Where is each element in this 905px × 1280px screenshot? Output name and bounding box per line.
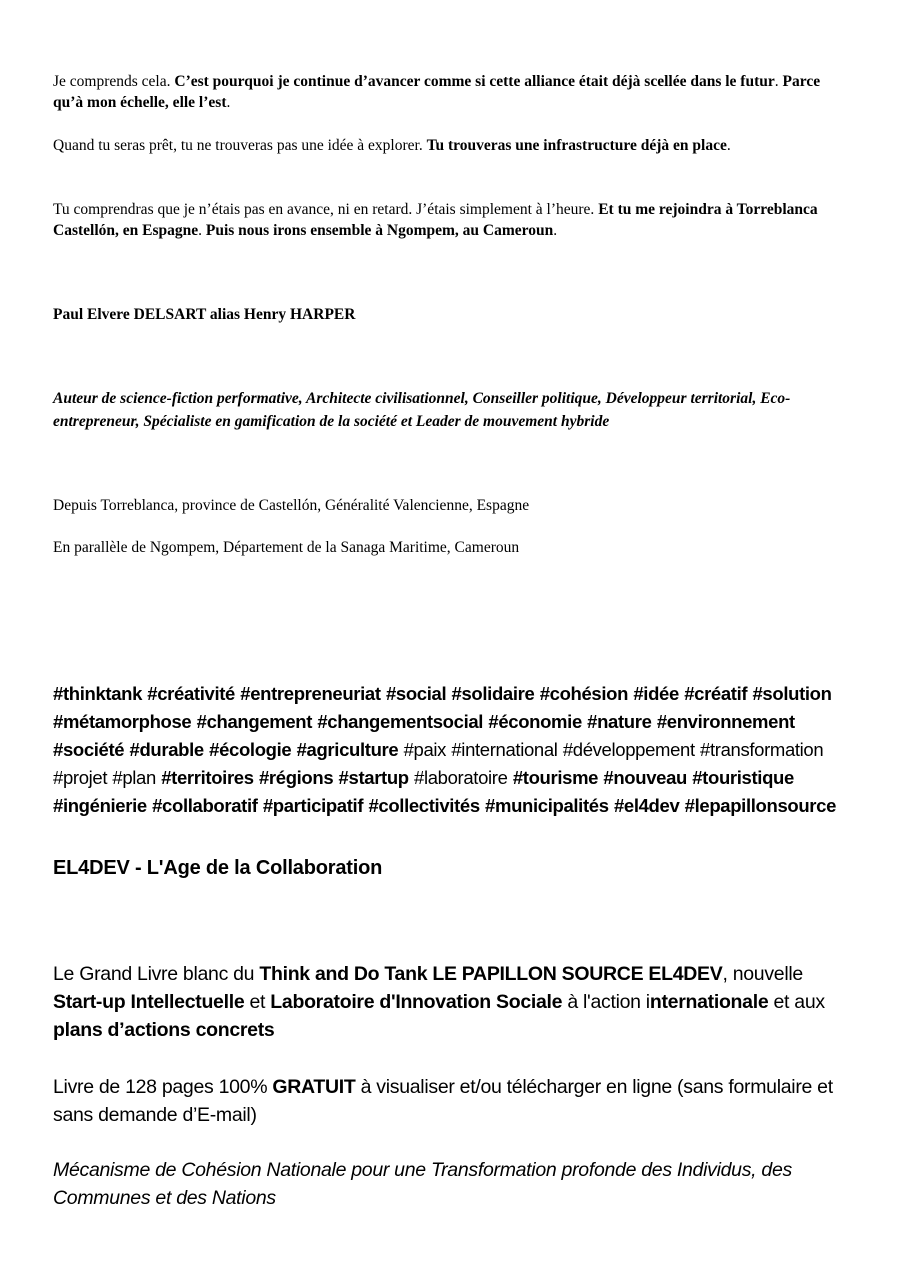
- hashtag-list: #thinktank #créativité #entrepreneuriat #social #solidaire #cohésion #idée #créatif #solution #métamorphose #changement #changementsocial #économie #nature #environnement #société #durable #écologie #agriculture #paix #international #développement #transformation #projet #plan #territoires #régions #startup #laboratoire #tourisme #nouveau #touristique #ingénierie #collaboratif #participatif #collectivités #municipalités #el4dev #lepapillonsource: [53, 682, 837, 817]
- paragraph-tu-comprendras: Tu comprendras que je n’étais pas en avance, ni en retard. J’étais simplement à l’heure. Et tu me rejoindra à Torreblanca Castellón, en Espagne. Puis nous irons ensemble à Ngompem, au Cameroun.: [53, 200, 818, 239]
- paragraph-quand-tu-seras-pret: Quand tu seras prêt, tu ne trouveras pas une idée à explorer. Tu trouveras une infrastructure déjà en place.: [53, 136, 731, 154]
- paragraph-livre-128-pages: Livre de 128 pages 100% GRATUIT à visualiser et/ou télécharger en ligne (sans formulaire et sans demande d’E-mail): [53, 1075, 833, 1126]
- paragraph-intro: Je comprends cela. C’est pourquoi je continue d’avancer comme si cette alliance était déjà scellée dans le futur. Parce qu’à mon échelle, elle l’est.: [53, 72, 821, 111]
- paragraph-mecanisme-cohesion: Mécanisme de Cohésion Nationale pour une Transformation profonde des Individus, des Communes et des Nations: [53, 1158, 792, 1209]
- location-primary: Depuis Torreblanca, province de Castellón, Généralité Valencienne, Espagne: [53, 496, 530, 514]
- author-roles: Auteur de science-fiction performative, Architecte civilisationnel, Conseiller politique, Développeur territorial, Eco-entrepreneur, Spécialiste en gamification de la société et Leader de mouvement hybride: [53, 389, 791, 430]
- paragraph-grand-livre-blanc: Le Grand Livre blanc du Think and Do Tank LE PAPILLON SOURCE EL4DEV, nouvelle Start-up Intellectuelle et Laboratoire d'Innovation Sociale à l'action internationale et aux plans d’actions concrets: [53, 962, 825, 1041]
- author-signature: Paul Elvere DELSART alias Henry HARPER: [53, 305, 356, 323]
- heading-el4dev: EL4DEV - L'Age de la Collaboration: [53, 856, 383, 879]
- location-secondary: En parallèle de Ngompem, Département de la Sanaga Maritime, Cameroun: [53, 538, 520, 556]
